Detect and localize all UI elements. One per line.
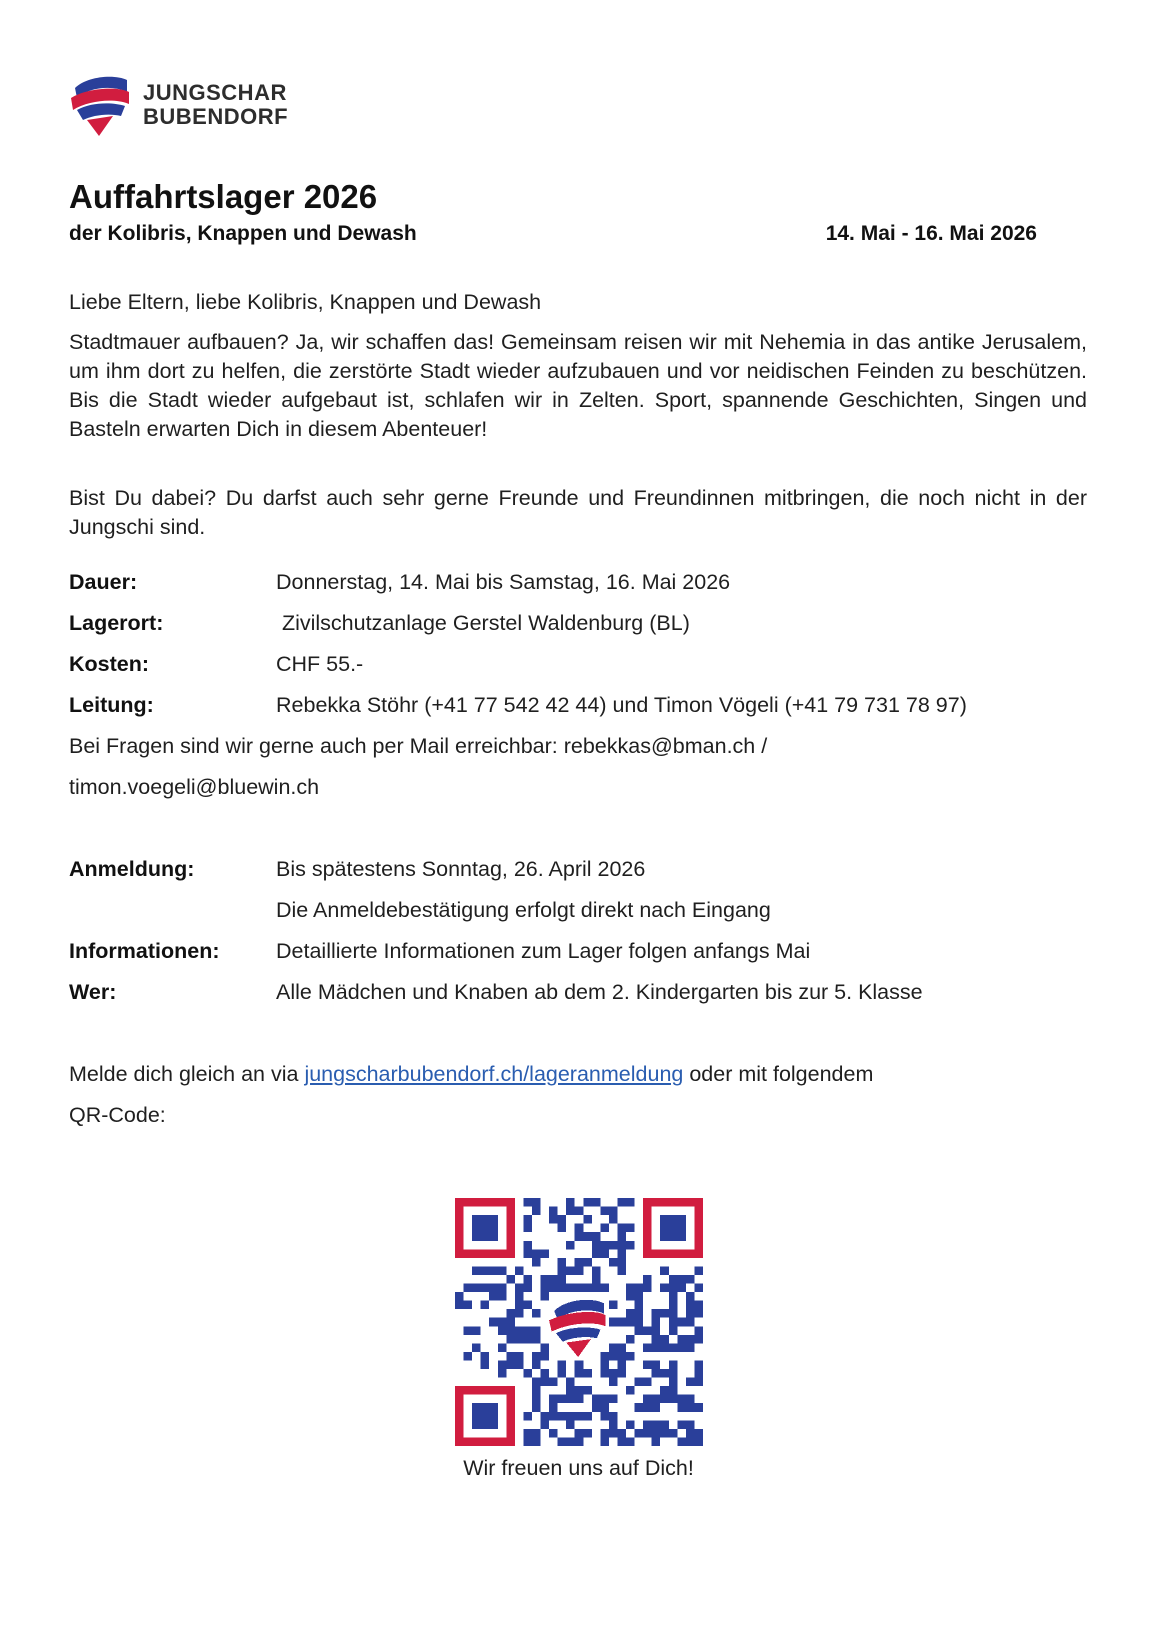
page-title: Auffahrtslager 2026: [69, 178, 378, 215]
detail-label: Dauer:: [69, 570, 138, 594]
detail-value: CHF 55.-: [276, 652, 364, 676]
detail-value: Zivilschutzanlage Gerstel Waldenburg (BL): [276, 611, 690, 635]
page-subtitle: der Kolibris, Knappen und Dewash: [69, 222, 417, 245]
detail-value: Detaillierte Informationen zum Lager folgen anfangs Mai: [276, 939, 811, 963]
detail-label: Wer:: [69, 980, 117, 1004]
intro-paragraph-2: Bist Du dabei? Du darfst auch sehr gerne Freunde und Freundinnen mitbringen, die noch nicht in der Jungschi sind.: [69, 486, 1087, 539]
detail-value: Bis spätestens Sonntag, 26. April 2026: [276, 857, 646, 881]
qr-logo-icon: [549, 1300, 605, 1357]
greeting: Liebe Eltern, liebe Kolibris, Knappen und Dewash: [69, 290, 542, 314]
detail-label: Lagerort:: [69, 611, 164, 635]
detail-value: Die Anmeldebestätigung erfolgt direkt nach Eingang: [276, 898, 771, 922]
cta-prefix: Melde dich gleich an via: [69, 1062, 305, 1086]
cta-suffix: oder mit folgendem: [683, 1062, 874, 1086]
cta-line-2: QR-Code:: [69, 1103, 166, 1127]
closing-line: Wir freuen uns auf Dich!: [463, 1456, 694, 1480]
camp-dates: 14. Mai - 16. Mai 2026: [825, 222, 1037, 245]
detail-label: Anmeldung:: [69, 857, 195, 881]
detail-label: Leitung:: [69, 693, 154, 717]
detail-value: Rebekka Stöhr (+41 77 542 42 44) und Timon Vögeli (+41 79 731 78 97): [276, 693, 967, 717]
cta-line-1: [69, 1060, 1129, 1089]
detail-value: Alle Mädchen und Knaben ab dem 2. Kindergarten bis zur 5. Klasse: [276, 980, 923, 1004]
logo-line-1: JUNGSCHAR: [143, 80, 287, 105]
logo-line-2: BUBENDORF: [143, 104, 289, 129]
detail-label: Informationen:: [69, 939, 220, 963]
intro-paragraph-1: Stadtmauer aufbauen? Ja, wir schaffen das! Gemeinsam reisen wir mit Nehemia in das antike Jerusalem, um ihm dort zu helfen, die zerstörte Stadt wieder aufzubauen und vor neidischen Feinden zu beschützen. Bis die Stadt wieder aufgebaut ist, schlafen wir in Zelten. Sport, spannende Geschichten, Singen und Basteln erwarten Dich in diesem Abenteuer!: [69, 330, 1087, 441]
contact-line-1: Bei Fragen sind wir gerne auch per Mail erreichbar: rebekkas@bman.ch /: [69, 734, 768, 758]
contact-line-2: timon.voegeli@bluewin.ch: [69, 775, 320, 799]
detail-value: Donnerstag, 14. Mai bis Samstag, 16. Mai 2026: [276, 570, 731, 594]
detail-label: Kosten:: [69, 652, 150, 676]
qr-code[interactable]: [455, 1198, 703, 1446]
logo: [69, 72, 288, 138]
registration-link[interactable]: jungscharbubendorf.ch/lageranmeldung: [304, 1062, 684, 1086]
jungschar-logo-icon: [69, 72, 135, 138]
